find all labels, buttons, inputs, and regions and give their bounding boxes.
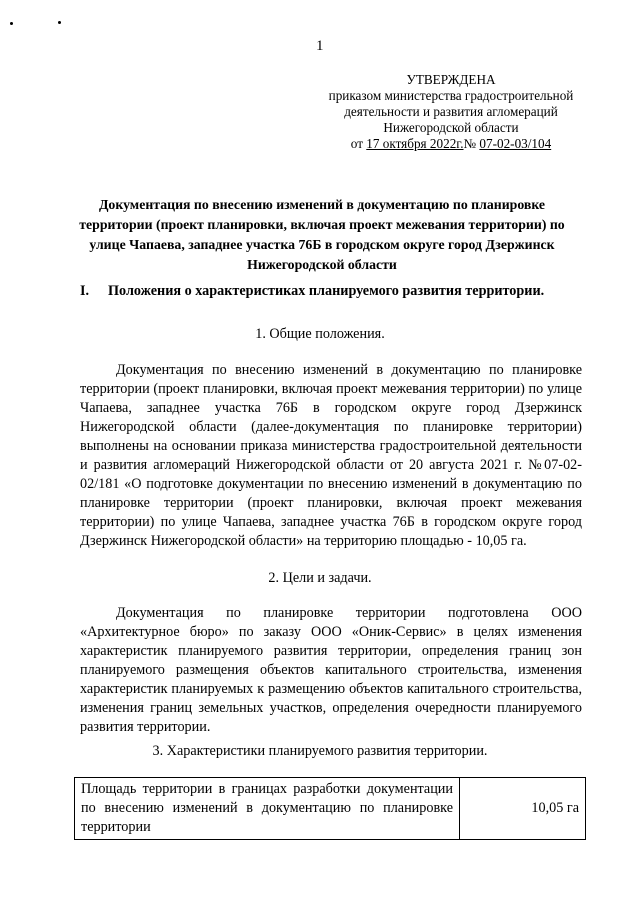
scan-speck (10, 22, 13, 25)
scan-speck (58, 21, 61, 24)
table-row (75, 778, 586, 840)
paragraph-text: Документация по планировке территории подготовлена ООО «Архитектурное бюро» по заказу ООО «Оник-Сервис» в целях изменения характеристик планируемого развития территории, определения границ зон планируемого размещения объектов капитального строительства, изменения характеристик планируемых к размещению объектов капитального строительства, изменения границ земельных участков, определения очередности планируемого развития территории. (80, 605, 582, 735)
approval-line: Нижегородской области (383, 120, 519, 135)
paragraph-2 (80, 604, 582, 737)
document-title: Документация по внесению изменений в документацию по планировке территории (проект планировки, включая проект межевания территории) по улице Чапаева, западнее участка 76Б в городском округе город Дзержинск Нижегородской области (79, 197, 565, 272)
paragraph-text: Документация по внесению изменений в документацию по планировке территории (проект планировки, включая проект межевания территории) по улице Чапаева, западнее участка 76Б в городском округе город Дзержинск Нижегородской области (далее-документация по планировке территории) выполнены на основании приказа министерства градостроительной деятельности и развития агломераций Нижегородской области от 20 августа 2021 г. №07-02-02/181 «О подготовке документации по внесению изменений в документацию по планировке территории (проект планировки, включая проект межевания территории) по улице Чапаева, западнее участка 76Б в городском округе город Дзержинск Нижегородской области» на территорию площадью - 10,05 га. (80, 362, 582, 549)
characteristics-table (74, 777, 586, 840)
paragraph-1 (80, 361, 582, 551)
approval-line: приказом министерства градостроительной (328, 88, 574, 103)
approval-number: 07-02-03/104 (479, 136, 552, 151)
table-cell-value: 10,05 га (460, 778, 586, 840)
section-number: I. (80, 283, 90, 299)
section-heading (80, 283, 544, 300)
table-cell-label: Площадь территории в границах разработки документации по внесению изменений в документацию по планировке территории (75, 778, 460, 840)
approval-line: деятельности и развития агломераций (344, 104, 558, 119)
number-prefix: № (463, 136, 480, 151)
approval-date-line (320, 136, 582, 152)
page-number: 1 (316, 38, 324, 54)
subsection-heading-2: 2. Цели и задачи. (268, 570, 372, 586)
approval-block (320, 72, 582, 152)
subsection-heading-3: 3. Характеристики планируемого развития территории. (152, 743, 488, 759)
approval-heading: УТВЕРЖДЕНА (406, 72, 496, 87)
date-prefix: от (350, 136, 367, 151)
section-title: Положения о характеристиках планируемого развития территории. (108, 283, 545, 299)
approval-date: 17 октября 2022г. (366, 136, 464, 151)
subsection-heading-1: 1. Общие положения. (255, 326, 385, 342)
